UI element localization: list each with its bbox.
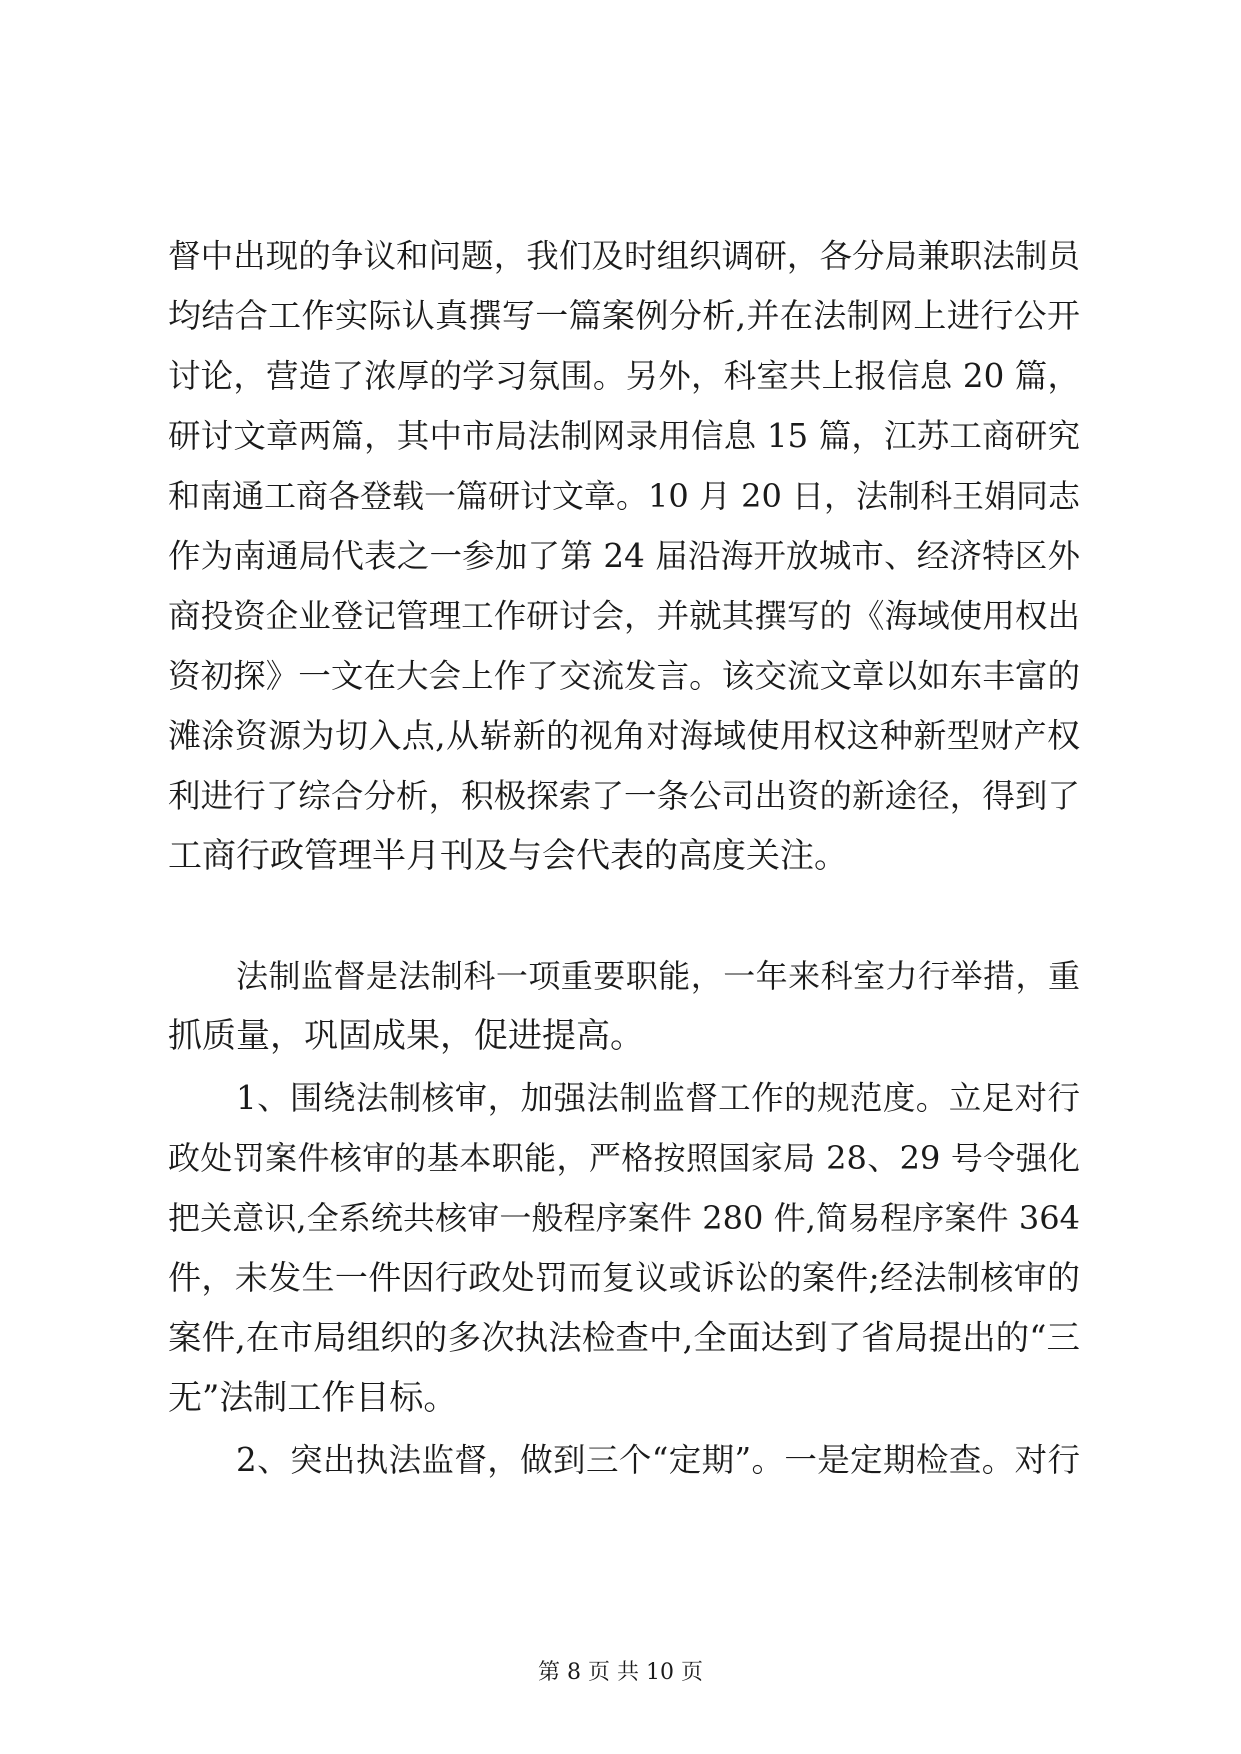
section-heading bbox=[168, 886, 1080, 946]
text-line: 资初探》一文在大会上作了交流发言。该交流文章以如东丰富的 bbox=[168, 657, 1080, 695]
document-body bbox=[168, 226, 1080, 1490]
text-line: 均结合工作实际认真撰写一篇案例分析,并在法制网上进行公开 bbox=[168, 296, 1080, 335]
text-line: 件，未发生一件因行政处罚而复议或诉讼的案件;经法制核审的 bbox=[168, 1258, 1080, 1297]
text-line: 商投资企业登记管理工作研讨会，并就其撰写的《海域使用权出 bbox=[168, 597, 1080, 635]
text-line: 和南通工商各登载一篇研讨文章。10 月 20 日，法制科王娟同志 bbox=[168, 477, 1080, 515]
text-line: 抓质量，巩固成果，促进提高。 bbox=[168, 1016, 644, 1056]
paragraph-enforcement-supervision bbox=[168, 1430, 1080, 1490]
paragraph-case-analysis bbox=[168, 226, 1080, 886]
text-line: 讨论，营造了浓厚的学习氛围。另外，科室共上报信息 20 篇， bbox=[168, 357, 1080, 395]
text-line: 案件,在市局组织的多次执法检查中,全面达到了省局提出的“三 bbox=[168, 1318, 1080, 1357]
paragraph-legal-review bbox=[168, 1068, 1080, 1428]
text-line: 工商行政管理半月刊及与会代表的高度关注。 bbox=[168, 836, 848, 876]
text-line: 滩涂资源为切入点,从崭新的视角对海域使用权这种新型财产权 bbox=[168, 716, 1080, 755]
text-line: 政处罚案件核审的基本职能，严格按照国家局 28、29 号令强化 bbox=[168, 1139, 1080, 1177]
text-line: 督中出现的争议和问题，我们及时组织调研，各分局兼职法制员 bbox=[168, 237, 1080, 275]
text-line: 把关意识,全系统共核审一般程序案件 280 件,简易程序案件 364 bbox=[168, 1199, 1080, 1237]
text-line: 无”法制工作目标。 bbox=[168, 1378, 458, 1418]
text-line: 利进行了综合分析，积极探索了一条公司出资的新途径，得到了 bbox=[168, 777, 1080, 815]
text-line: 研讨文章两篇，其中市局法制网录用信息 15 篇，江苏工商研究 bbox=[168, 417, 1080, 455]
text-line: 作为南通局代表之一参加了第 24 届沿海开放城市、经济特区外 bbox=[168, 537, 1080, 575]
page-number-footer: 第 8 页 共 10 页 bbox=[538, 1660, 703, 1685]
text-line: 2、突出执法监督，做到三个“定期”。一是定期检查。对行 bbox=[236, 1441, 1080, 1479]
text-line: 法制监督是法制科一项重要职能，一年来科室力行举措，重 bbox=[236, 957, 1080, 995]
paragraph-supervision-intro bbox=[168, 946, 1080, 1066]
text-line: 1、围绕法制核审，加强法制监督工作的规范度。立足对行 bbox=[236, 1079, 1080, 1117]
